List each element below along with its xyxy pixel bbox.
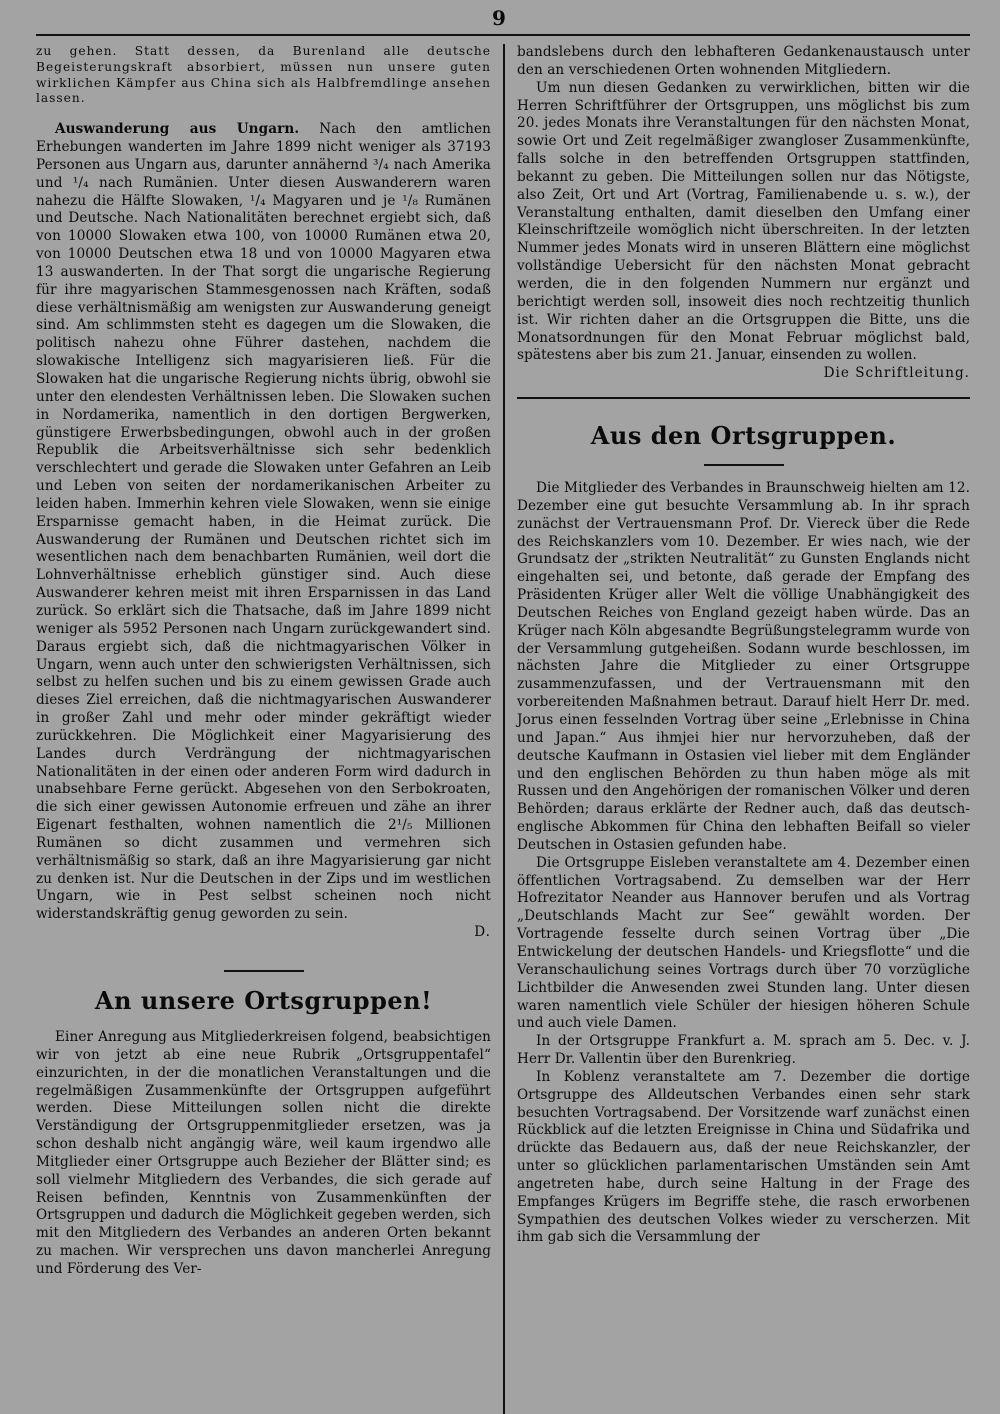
emigration-article	[36, 121, 491, 942]
emigration-heading: Auswanderung aus Ungarn.	[55, 121, 300, 138]
two-column-layout	[36, 44, 970, 1414]
notice-paragraph: Einer Anregung aus Mitgliederkreisen folgend, beabsichtigen wir von jetzt ab eine neue Rubrik „Ortsgruppentafel“ einzurichten, in der die monatlichen Veranstaltungen und die regelmäßigen Zusammenkünfte der Ortsgruppen aufgeführt werden. Diese Mitteilungen sollen nicht die direkte Verständigung der Ortsgruppenmitglieder ersetzen, was ja schon deshalb nicht angängig wäre, weil kaum irgendwo alle Mitglieder einer Ortsgruppe auch Bezieher der Blätter sind; es soll vielmehr Mitgliedern des Verbandes, die sich gerade auf Reisen befinden, Kenntnis von Zusammenkünften der Ortsgruppen und dadurch die Möglichkeit gegeben werden, sich mit den Mitgliedern des Verbandes an anderen Orten bekannt zu machen. Wir versprechen uns davon mancherlei Anregung und Förderung des Ver-	[36, 1029, 491, 1277]
request-paragraph: Um nun diesen Gedanken zu verwirklichen, bitten wir die Herren Schriftführer der Ortsgruppen, uns möglichst bis zum 20. jedes Monats ihre Veranstaltungen für den nächsten Monat, sowie Ort und Zeit regelmäßiger zwangloser Zusammenkünfte, falls solche in den betreffenden Ortsgruppen stattfinden, bekannt zu geben. Die Mitteilungen sollen nur das Nötigste, also Zeit, Ort und Art (Vortrag, Familienabende u. s. w.), der Veranstaltung enthalten, damit dieselben den Umfang einer Kleinschriftzeile womöglich nicht überschreiten. In der letzten Nummer jedes Monats wird in unseren Blättern eine möglichst vollständige Uebersicht für den nächsten Monat gebracht werden, die in den folgenden Nummern nur ergänzt und berichtigt werden soll, insoweit dies noch rechtzeitig thunlich ist. Wir richten daher an die Ortsgruppen die Bitte, uns die Monatsordnungen für den Monat Februar möglichst bald, spätestens aber bis zum 21. Januar, einsenden zu wollen.	[517, 79, 970, 364]
right-column	[503, 44, 970, 1414]
report-frankfurt: In der Ortsgruppe Frankfurt a. M. sprach am 5. Dec. v. J. Herr Dr. Vallentin über den Burenkrieg.	[517, 1033, 970, 1068]
header-rule	[36, 34, 970, 36]
report-eisleben: Die Ortsgruppe Eisleben veranstaltete am 4. Dezember einen öffentlichen Vortragsabend. Zu demselben war der Herr Hofrezitator Neander aus Hannover berufen und als Vortrag „Deutschlands Macht zur See“ gewählt worden. Der Vortragende fesselte durch seinen Vortrag über „Die Entwickelung der deutschen Handels- und Kriegsflotte“ und die Veranschaulichung seines Vortrags durch über 70 vorzügliche Lichtbilder die Anwesenden zwei Stunden lang. Unter diesen waren namentlich viele Schüler der hiesigen höheren Schule und auch viele Damen.	[517, 854, 970, 1032]
left-column	[36, 44, 503, 1414]
emigration-paragraph	[36, 121, 491, 924]
intro-paragraph: zu gehen. Statt dessen, da Burenland alle deutsche Begeisterungskraft absorbiert, müssen nun unsere guten wirklichen Kämpfer aus China sich als Halbfremdlinge ansehen lassen.	[36, 44, 491, 106]
emigration-signature: D.	[474, 924, 491, 941]
editorial-signature: Die Schriftleitung.	[823, 365, 970, 382]
report-braunschweig: Die Mitglieder des Verbandes in Braunschweig hielten am 12. Dezember eine gut besuchte Versammlung ab. In ihr sprach zunächst der Vertrauensmann Prof. Dr. Viereck über die Rede des Reichskanzlers vom 10. Dezember. Er wies nach, wie der Grundsatz der „strikten Neutralität“ zu Gunsten Englands nicht eingehalten sei, und betonte, daß gerade der Empfang des Präsidenten Krüger aller Welt die völlige Unabhängigkeit des Deutschen Reiches von England gezeigt haben würde. Das an Krüger nach Köln abgesandte Begrüßungstelegramm wurde von der Versammlung gutgeheißen. Sodann wurde beschlossen, im nächsten Jahre die Mitglieder zu einer Ortsgruppe zusammenzufassen, und der Vertrauensmann mit den vorbereitenden Maßnahmen betraut. Darauf hielt Herr Dr. med. Jorus einen fesselnden Vortrag über seine „Erlebnisse in China und Japan.“ Aus ihmjei hier nur hervorzuheben, daß der deutsche Kaufmann in Ostasien viel lieber mit dem Engländer und den englischen Behörden zu thun haben möge als mit Russen und den Angehörigen der romanischen Völker und deren Behörden; daraus erklärte der Redner auch, daß das deutsch-englische Abkommen für China den lebhaften Beifall so vieler Deutschen in Ostasien gefunden habe.	[517, 480, 970, 853]
ortsgruppen-notice	[36, 986, 491, 1279]
emigration-body: Nach den amtlichen Erhebungen wanderten im Jahre 1899 nicht weniger als 37193 Personen aus Ungarn aus, darunter annähernd ³/₄ nach Amerika und ¹/₄ nach Rumänien. Unter diesen Auswanderern waren nahezu die Hälfte Slowaken, ¹/₄ Magyaren und je ¹/₈ Rumänen und Deutsche. Nach Nationalitäten berechnet ergiebt sich, daß von 10000 Slowaken etwa 100, von 10000 Rumänen etwa 20, von 10000 Deutschen etwa 18 und von 10000 Magyaren etwa 13 auswanderten. In der That sorgt die ungarische Regierung für ihre magyarischen Stammesgenossen nach Kräften, sodaß diese verhältnismäßig am wenigsten zur Auswanderung geneigt sind. Am schlimmsten steht es dagegen um die Slowaken, die politisch nahezu ohne Führer dastehen, nachdem die slowakische Intelligenz sich magyarisieren ließ. Für die Slowaken hat die ungarische Regierung nichts übrig, obwohl sie unter den elendesten Verhältnissen leben. Die Slowaken suchen in Nordamerika, namentlich in den dortigen Bergwerken, günstigere Erwerbsbedingungen, obwohl auch in der großen Republik die Arbeitsverhältnisse sich sehr bedenklich verschlechtert und gerade die Slowaken unter Gefahren an Leib und Leben von seiten der nordamerikanischen Arbeiter zu leiden haben. Immerhin kehren viele Slowaken, wenn sie einige Ersparnisse gemacht haben, in die Heimat zurück. Die Auswanderung der Rumänen und Deutschen richtet sich im wesentlichen nach dem benachbarten Rumänien, weil dort die Lohnverhältnisse erheblich günstiger sind. Auch diese Auswanderer kehren meist mit ihren Ersparnissen in das Land zurück. So erklärt sich die Thatsache, daß im Jahre 1899 nicht weniger als 5952 Personen nach Ungarn zurückgewandert sind. Daraus ergiebt sich, daß die nichtmagyarischen Völker in Ungarn, wenn auch unter den schwierigsten Verhältnissen, sich selbst zu helfen suchen und bis zu einem gewissen Grade auch dieses Ziel erreichen, daß die nichtmagyarischen Auswanderer in großer Zahl und mehr oder minder gekräftigt wieder zurückkehren. Die Möglichkeit einer Magyarisierung des Landes durch Verdrängung der nichtmagyarischen Nationalitäten in der einen oder anderen Form wird dadurch in unabsehbare Ferne gerückt. Abgesehen von den Serbokroaten, die sich einer gewissen Autonomie erfreuen und zähe an ihrer Eigenart festhalten, wohnen namentlich die 2¹/₅ Millionen Rumänen so dicht zusammen und vermehren sich verhältnismäßig so stark, daß an ihre Magyarisierung gar nicht zu denken ist. Nur die Deutschen in der Zips und im westlichen Ungarn, wie in Pest selbst scheinen noch nicht widerstandskräftig genug geworden zu sein.	[36, 121, 492, 923]
notice-heading: An unsere Ortsgruppen!	[94, 986, 433, 1015]
continuation-paragraph: bandslebens durch den lebhafteren Gedankenaustausch unter den an verschiedenen Orten wohnenden Mitgliedern.	[517, 44, 970, 78]
page-number: 9	[492, 6, 506, 30]
reports-heading: Aus den Ortsgruppen.	[590, 421, 897, 451]
report-koblenz: In Koblenz veranstaltete am 7. Dezember die dortige Ortsgruppe des Alldeutschen Verbandes einen sehr stark besuchten Vortragsabend. Der Vorsitzende warf zunächst einen Rückblick auf die letzten Ereignisse in China und Südafrika und drückte das Bedauern aus, daß der neue Reichskanzler, der unter so glücklichen parlamentarischen Umständen sein Amt angetreten habe, durch seine Haltung in der Frage des Empfanges Krügers im Begriffe stehe, die rasch erworbenen Sympathien des deutschen Volkes wieder zu verscherzen. Mit ihm gab sich die Versammlung der	[517, 1068, 970, 1246]
